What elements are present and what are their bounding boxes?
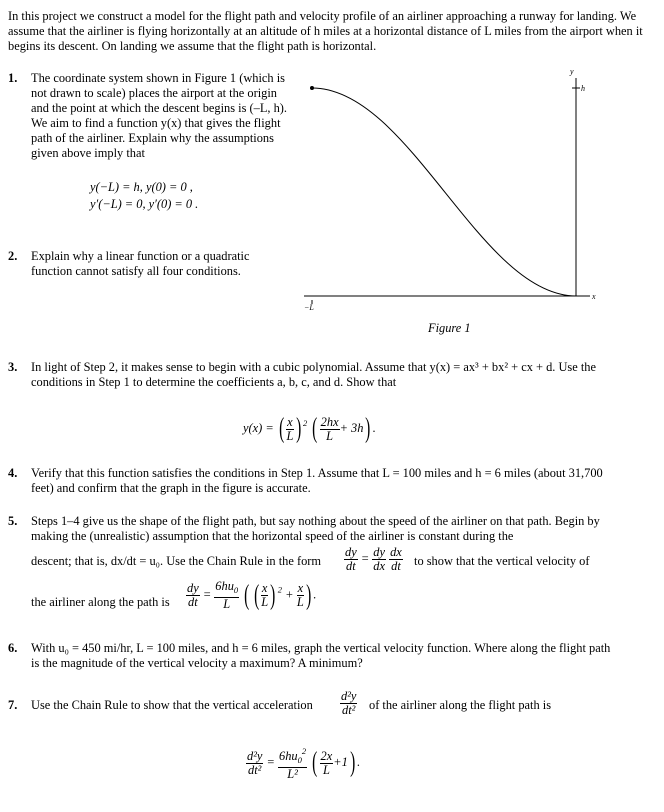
step-text: In light of Step 2, it makes sense to begin with a cubic polynomial. Assume that y(x) = ax³ + bx² + cx + d. Use the conditions in Step 1 to determine the coefficients a, b, c, and d. Show that [31,360,596,389]
frac-den: dt [346,559,356,573]
exponent: 2 [301,746,307,756]
step-number: 3. [8,360,18,374]
frac-num: x [297,581,304,595]
coefficient: 6hu [279,749,298,763]
y-axis-label: y [570,67,574,76]
acceleration-symbol [340,690,357,717]
frac-num: dx [390,545,402,559]
vertical-acceleration-equation: $\frac{\text{d²y}}{\text{dt²}}$ = $\frac{6hu_0^2}{\text{L²}}$ ( $\frac{2x}{L}$ +1) . [247,746,361,781]
frac-num: dy [345,545,357,559]
step-number: 5. [8,514,18,528]
step-text: Use the Chain Rule to show that the vertical acceleration [31,698,313,712]
vertical-velocity-equation: $\frac{dy}{dt}$ = $\frac{6hu_0}{L}$ ( ( $\frac{x}{L}$ ) $^2$ + $\frac{x}{L}$ ) . [187,579,317,611]
frac-num: 2x [320,748,333,763]
step-text: Explain why a linear function or a quadratic function cannot satisfy all four conditions. [31,249,250,278]
step-number: 6. [8,641,18,655]
frac-den: dt [391,559,401,573]
frac-num: x [261,581,268,595]
step-5-line-3b: to show that the vertical velocity of [414,554,590,568]
frac-num: d²y [247,748,263,763]
frac-num: 2hx [320,414,339,429]
plus: + [285,587,294,602]
equals: = [266,754,275,769]
eq-lhs: y(x) = [243,420,274,435]
step-text: The coordinate system shown in Figure 1 (which is not drawn to scale) places the airport at the origin and the point at which the descent begins is (–L, h). We aim to find a function y(x) that gives the flight path of the airliner. Explain why the assumptions given above imply that [31,71,288,160]
chain-rule-form [344,546,403,573]
frac-den: L² [287,767,298,781]
frac-den: L [223,597,231,611]
step-5-line-4: the airliner along the path is [31,595,170,609]
equals: = [202,587,212,602]
step-text: Steps 1–4 give us the shape of the flight path, but say nothing about the speed of the airliner on that path. Begin by making the (unrealistic) assumption that the horizontal speed of the airliner is constant during the [31,514,600,543]
frac-num: dy [187,581,199,595]
eq-term: + 3h [339,420,364,435]
frac-den: L [326,428,334,443]
condition-line-2: y′(−L) = 0, y′(0) = 0 . [90,197,199,211]
step-text: Verify that this function satisfies the conditions in Step 1. Assume that L = 100 miles and h = 6 miles (about 31,700 feet) and confirm that the graph in the figure is accurate. [31,466,603,495]
frac-den: dt² [342,703,356,717]
subscript: 0 [233,585,239,595]
h-label: h [581,84,585,93]
step-number: 1. [8,71,18,85]
frac-den: dx [373,559,385,573]
step-7-text-b: of the airliner along the flight path is [369,698,552,712]
frac-num: d²y [341,689,357,703]
frac-den: L [261,595,269,609]
condition-line-1: y(−L) = h, y(0) = 0 , [90,180,193,194]
frac-den: L [286,428,294,443]
frac-den: dt² [248,762,262,777]
exponent: 2 [277,584,282,595]
step-number: 2. [8,249,18,263]
figure-caption: Figure 1 [428,321,471,335]
frac-den: dt [188,595,198,609]
frac-num: x [287,414,293,429]
flight-path-curve [312,88,576,296]
x-axis-label: x [592,292,596,301]
step-number: 4. [8,466,18,480]
frac-den: L [296,595,304,609]
figure-1 [290,64,620,339]
cubic-solution-equation: y(x) = ( $\frac{x}{L}$ ) $^2$ ( $\frac{2hx}{L}$ + 3h) . [243,413,376,444]
frac-den: L [322,762,330,777]
step-number: 7. [8,698,18,712]
step-5-line-3: descent; that is, dx/dt = u₀. Use the Chain Rule in the form [31,554,322,568]
intro-paragraph: In this project we construct a model for the flight path and velocity profile of an airliner approaching a runway for landing. We assume that the airliner is flying horizontally at an altitude of h miles at a horizontal distance of L miles from the airport when it begins its descent. On landing we assume that the flight path is horizontal. [8,9,643,53]
neg-L-label: −L [304,303,314,312]
eq-term: +1 [333,754,348,769]
exponent: 2 [302,417,308,428]
equals: = [360,551,370,566]
step-text: With u₀ = 450 mi/hr, L = 100 miles, and h = 6 miles, graph the vertical velocity function. Where along the flight path is the magnitude of the vertical velocity a maximum? A minimum? [31,641,611,670]
coefficient: 6hu [215,579,234,593]
frac-num: dy [373,545,385,559]
subscript: 0 [297,755,302,765]
